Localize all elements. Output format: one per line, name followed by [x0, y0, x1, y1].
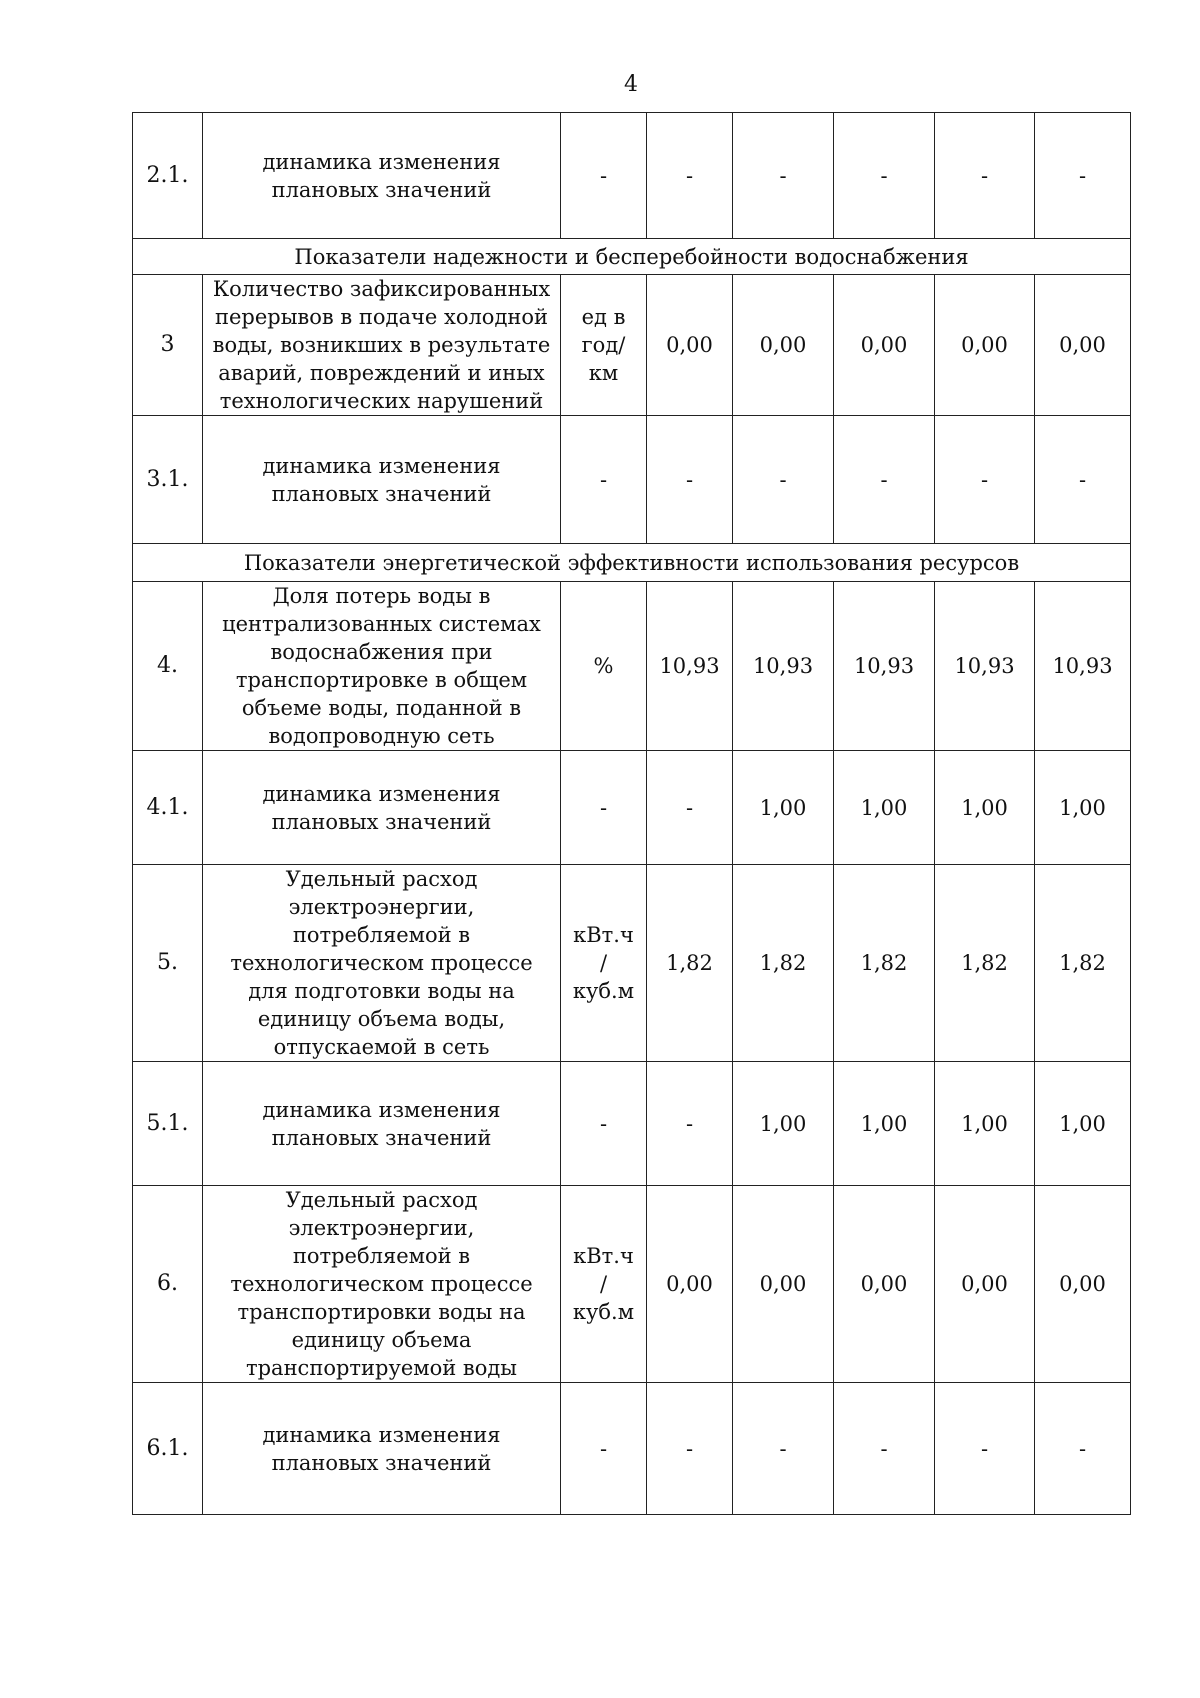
- value-cell: -: [1035, 1383, 1131, 1515]
- value-cell: -: [935, 1383, 1035, 1515]
- value-cell: 10,93: [1035, 582, 1131, 751]
- page-number: 4: [624, 72, 638, 97]
- indicators-table: [132, 112, 1131, 1515]
- row-number: 5.: [133, 865, 203, 1062]
- row-number: 6.1.: [133, 1383, 203, 1515]
- indicator-description: динамика изменения плановых значений: [203, 1383, 561, 1515]
- value-cell: -: [935, 416, 1035, 544]
- value-cell: -: [834, 113, 935, 239]
- unit-cell: %: [561, 582, 647, 751]
- value-cell: -: [647, 1062, 733, 1186]
- indicator-description: динамика изменения плановых значений: [203, 751, 561, 865]
- table-row: [133, 113, 1131, 239]
- value-cell: -: [1035, 416, 1131, 544]
- value-cell: 1,00: [733, 1062, 834, 1186]
- row-number: 5.1.: [133, 1062, 203, 1186]
- value-cell: 1,00: [733, 751, 834, 865]
- value-cell: -: [647, 416, 733, 544]
- row-number: 4.1.: [133, 751, 203, 865]
- value-cell: -: [935, 113, 1035, 239]
- value-cell: -: [647, 1383, 733, 1515]
- value-cell: 1,00: [834, 1062, 935, 1186]
- value-cell: 10,93: [733, 582, 834, 751]
- value-cell: -: [647, 751, 733, 865]
- table-row: [133, 1186, 1131, 1383]
- value-cell: 10,93: [834, 582, 935, 751]
- value-cell: -: [1035, 113, 1131, 239]
- unit-cell: -: [561, 1383, 647, 1515]
- table-row: [133, 1383, 1131, 1515]
- value-cell: 0,00: [1035, 1186, 1131, 1383]
- section-row: [133, 544, 1131, 582]
- row-number: 3.1.: [133, 416, 203, 544]
- value-cell: -: [647, 113, 733, 239]
- indicator-description: Удельный расход электроэнергии, потребляемой в технологическом процессе транспортировки воды на единицу объема транспортируемой воды: [203, 1186, 561, 1383]
- row-number: 2.1.: [133, 113, 203, 239]
- row-number: 4.: [133, 582, 203, 751]
- table-row: [133, 865, 1131, 1062]
- value-cell: 10,93: [935, 582, 1035, 751]
- value-cell: 0,00: [733, 275, 834, 416]
- value-cell: 10,93: [647, 582, 733, 751]
- row-number: 3: [133, 275, 203, 416]
- unit-cell: -: [561, 416, 647, 544]
- indicator-description: динамика изменения плановых значений: [203, 113, 561, 239]
- value-cell: -: [733, 1383, 834, 1515]
- value-cell: 1,82: [1035, 865, 1131, 1062]
- value-cell: -: [733, 113, 834, 239]
- unit-cell: -: [561, 1062, 647, 1186]
- table-row: [133, 1062, 1131, 1186]
- indicator-description: Количество зафиксированных перерывов в подаче холодной воды, возникших в результате аварий, повреждений и иных технологических нарушений: [203, 275, 561, 416]
- value-cell: 0,00: [733, 1186, 834, 1383]
- value-cell: -: [733, 416, 834, 544]
- table-row: [133, 275, 1131, 416]
- row-number: 6.: [133, 1186, 203, 1383]
- value-cell: 1,82: [647, 865, 733, 1062]
- value-cell: 1,82: [834, 865, 935, 1062]
- unit-cell: -: [561, 113, 647, 239]
- value-cell: 0,00: [1035, 275, 1131, 416]
- section-row: [133, 239, 1131, 275]
- value-cell: 1,00: [935, 1062, 1035, 1186]
- value-cell: 0,00: [935, 275, 1035, 416]
- value-cell: 0,00: [834, 275, 935, 416]
- section-title: Показатели энергетической эффективности использования ресурсов: [133, 544, 1131, 582]
- table-row: [133, 416, 1131, 544]
- table-row: [133, 751, 1131, 865]
- unit-cell: -: [561, 751, 647, 865]
- value-cell: -: [834, 416, 935, 544]
- value-cell: 1,82: [935, 865, 1035, 1062]
- indicator-description: динамика изменения плановых значений: [203, 1062, 561, 1186]
- unit-cell: кВт.ч / куб.м: [561, 1186, 647, 1383]
- indicator-description: Удельный расход электроэнергии, потребляемой в технологическом процессе для подготовки воды на единицу объема воды, отпускаемой в сеть: [203, 865, 561, 1062]
- indicator-description: Доля потерь воды в централизованных системах водоснабжения при транспортировке в общем объеме воды, поданной в водопроводную сеть: [203, 582, 561, 751]
- value-cell: 1,82: [733, 865, 834, 1062]
- value-cell: 1,00: [834, 751, 935, 865]
- value-cell: 1,00: [935, 751, 1035, 865]
- table-row: [133, 582, 1131, 751]
- value-cell: 0,00: [647, 1186, 733, 1383]
- value-cell: 0,00: [935, 1186, 1035, 1383]
- value-cell: -: [834, 1383, 935, 1515]
- section-title: Показатели надежности и бесперебойности водоснабжения: [133, 239, 1131, 275]
- value-cell: 1,00: [1035, 1062, 1131, 1186]
- unit-cell: ед в год/ км: [561, 275, 647, 416]
- value-cell: 0,00: [834, 1186, 935, 1383]
- indicator-description: динамика изменения плановых значений: [203, 416, 561, 544]
- value-cell: 0,00: [647, 275, 733, 416]
- value-cell: 1,00: [1035, 751, 1131, 865]
- unit-cell: кВт.ч / куб.м: [561, 865, 647, 1062]
